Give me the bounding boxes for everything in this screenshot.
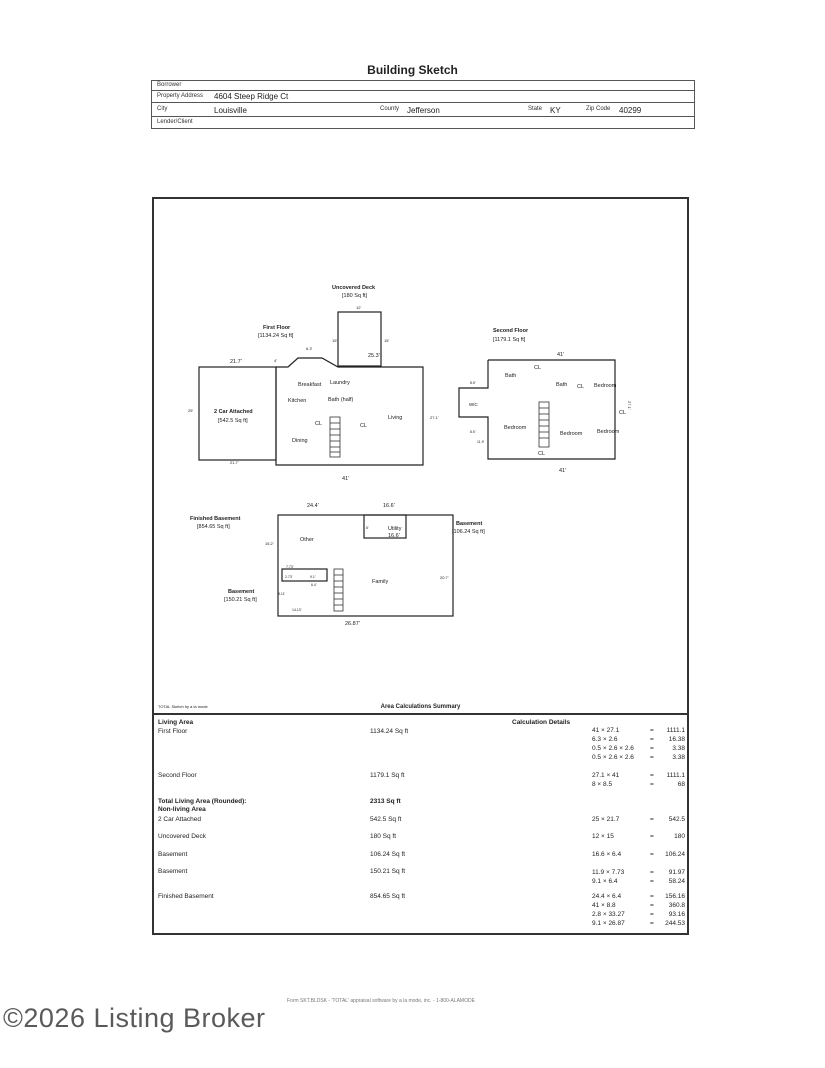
calc-value: 1111.1: [666, 772, 685, 779]
deck-area: [180 Sq ft]: [342, 293, 368, 299]
basement2-title: Basement: [228, 589, 255, 595]
first-floor-title: First Floor: [263, 325, 291, 331]
fb-dim-8: 14.13': [292, 608, 302, 612]
borrower-label: Borrower: [157, 82, 182, 88]
sf-wic: WIC: [469, 402, 478, 407]
fb-dim-3: 15.2': [265, 541, 274, 546]
calc-value: 360.8: [668, 902, 685, 909]
summary-row-area: 854.65 Sq ft: [370, 893, 406, 900]
zip-code: 40299: [619, 106, 642, 115]
calc-expr: 9.1 × 26.87: [592, 920, 625, 927]
calc-value: 58.24: [668, 878, 685, 885]
calc-expr: 41 × 8.8: [592, 902, 616, 909]
summary-row-name: Second Floor: [158, 772, 197, 779]
calc-value: 16.38: [668, 736, 685, 743]
garage-dim-left: 25': [188, 408, 194, 413]
watermark: ©2026 Listing Broker: [3, 1003, 266, 1033]
calc-value: 1111.1: [666, 727, 685, 734]
summary-row-name: Finished Basement: [158, 893, 214, 900]
basement-title: Basement: [456, 521, 483, 527]
sf-bath-2: Bath: [556, 382, 568, 388]
fb-dim-9: 8.11': [278, 592, 286, 596]
garage-title: 2 Car Attached: [214, 409, 253, 415]
zip-label: Zip Code: [586, 106, 611, 112]
first-floor-area: [1134.24 Sq ft]: [258, 333, 294, 339]
area-summary: Living Area Calculation Details First Floor 1134.24 Sq ft Second Floor 1179.1 Sq ft Total Living Area (Rounded): 2313 Sq ft Non-living Area 2 Car Attached 542.5 Sq ft Uncovered Deck 180 Sq ft Basement 106.24 Sq ft Basement 150.21 Sq ft Finished Basement 854.65 Sq ft 41 × 27.1 = 1111.1 6.3 × 2.6 = 16.38 0.5 × 2.6 × 2.6 = 3.38 0.5 × 2.6 × 2.6 = 3.38 27.1 × 41 = 1111.1 8 × 8.5 = 68 25 × 21.7 = 542.5 12 × 15 = 180 16.6 × 6.4 = 106.24 11.9 × 7.73 = 91.97 9.1 × 6.4 = 58.24 24.4 × 6.4 = 156.16 41 × 8.8 = 360.8 2.8 × 33.27 = 93.16 9.1 × 26.87 = 244.53: [158, 719, 685, 927]
room-kitchen: Kitchen: [288, 398, 307, 404]
sf-cl-3: CL: [619, 410, 627, 416]
calc-expr: 11.9 × 7.73: [592, 869, 625, 876]
finished-basement-area: [854.65 Sq ft]: [197, 524, 230, 530]
sf-bedroom-3: Bedroom: [560, 431, 583, 437]
basement-area: [106.24 Sq ft]: [452, 529, 485, 535]
state: KY: [550, 106, 561, 115]
deck-dim-h: 15': [332, 338, 338, 343]
fb-dim-5: 26.87': [345, 621, 360, 627]
calc-expr: 9.1 × 6.4: [592, 878, 618, 885]
state-label: State: [528, 106, 543, 112]
basement2-area: [150.21 Sq ft]: [224, 597, 257, 603]
sf-dim-1: 41': [557, 352, 565, 358]
calc-value: 156.16: [665, 893, 685, 900]
room-laundry: Laundry: [330, 380, 350, 386]
city-label: City: [157, 106, 168, 112]
room-cl-1: CL: [315, 421, 323, 427]
city: Louisville: [214, 106, 247, 115]
property-address: 4604 Steep Ridge Ct: [214, 92, 289, 101]
second-floor-title: Second Floor: [493, 328, 529, 334]
second-floor-outline: [459, 360, 615, 459]
living-area-heading: Living Area: [158, 719, 194, 726]
calc-value: 91.97: [668, 869, 685, 876]
summary-row-name: 2 Car Attached: [158, 816, 201, 823]
calc-value: 542.5: [668, 816, 685, 823]
form-footer: Form SKT.BLDSK - 'TOTAL' appraisal software by a la mode, inc. - 1-800-ALAMODE: [287, 998, 475, 1004]
county-label: County: [380, 106, 400, 112]
fb-dim-6: 7.73': [286, 565, 294, 569]
summary-row-name: Basement: [158, 851, 188, 858]
calc-value: 68: [677, 781, 685, 788]
finished-basement-title: Finished Basement: [190, 516, 241, 522]
sf-dim-6: 11.9': [477, 440, 485, 444]
summary-row-area: 180 Sq ft: [370, 833, 397, 840]
summary-row-area: 542.5 Sq ft: [370, 816, 402, 823]
calc-value: 3.38: [672, 745, 685, 752]
sf-dim-2: 27.1': [627, 401, 632, 410]
deck-dim-h2: 15': [384, 338, 390, 343]
calc-value: 3.38: [672, 754, 685, 761]
calc-expr: 0.5 × 2.6 × 2.6: [592, 754, 634, 761]
calc-expr: 27.1 × 41: [592, 772, 620, 779]
ff-dim-4: 25.3': [368, 353, 380, 359]
calc-expr: 12 × 15: [592, 833, 614, 840]
room-bath-half: Bath (half): [328, 397, 354, 403]
calc-expr: 8 × 8.5: [592, 781, 613, 788]
property-header: [151, 80, 695, 129]
lender-label: Lender/Client: [157, 119, 193, 125]
calc-expr: 6.3 × 2.6: [592, 736, 618, 743]
calc-value: 180: [674, 833, 685, 840]
garage-area: [542.5 Sq ft]: [218, 418, 248, 424]
fb-dim-4: 20.7': [440, 575, 449, 580]
room-cl-2: CL: [360, 423, 368, 429]
fb-dim-2: 16.6': [383, 503, 395, 509]
sf-bath-1: Bath: [505, 373, 517, 379]
sf-cl-2: CL: [577, 384, 585, 390]
calc-expr: 0.5 × 2.6 × 2.6: [592, 745, 634, 752]
room-living: Living: [388, 415, 403, 421]
ff-dim-5: 27.1': [430, 415, 439, 420]
ff-dim-1: 21.7': [230, 359, 242, 365]
second-floor-area: [1179.1 Sq ft]: [493, 337, 526, 343]
sketch-credit: TOTAL Sketch by a la mode: [158, 704, 208, 709]
non-living-heading: Non-living Area: [158, 806, 206, 813]
garage-dim-bottom: 21.7': [230, 460, 239, 465]
calc-expr: 25 × 21.7: [592, 816, 620, 823]
fb-dim-11: 9.1': [310, 575, 316, 579]
sf-cl-1: CL: [534, 365, 542, 371]
room-breakfast: Breakfast: [298, 382, 322, 388]
summary-row-name: First Floor: [158, 728, 188, 735]
calc-details-heading: Calculation Details: [512, 719, 571, 726]
calc-expr: 16.6 × 6.4: [592, 851, 622, 858]
calc-value: 93.16: [668, 911, 685, 918]
ff-dim-2: 4': [274, 358, 277, 363]
summary-title: Area Calculations Summary: [380, 704, 461, 710]
sf-bedroom-1: Bedroom: [594, 383, 617, 389]
fb-dim-12: 8': [366, 526, 369, 530]
sf-dim-5: 8.5': [470, 430, 476, 434]
summary-row-name: Total Living Area (Rounded):: [158, 798, 247, 805]
deck-dim-w: 12': [356, 305, 362, 310]
calc-expr: 2.8 × 33.27: [592, 911, 625, 918]
fb-room-utility: Utility: [388, 526, 402, 532]
summary-row-area: 1179.1 Sq ft: [370, 772, 405, 779]
summary-row-area: 150.21 Sq ft: [370, 868, 406, 875]
sf-cl-4: CL: [538, 451, 546, 457]
sf-bedroom-2: Bedroom: [504, 425, 527, 431]
fb-room-utility-dim: 16.6': [388, 533, 400, 539]
summary-row-name: Basement: [158, 868, 188, 875]
sf-bedroom-4: Bedroom: [597, 429, 620, 435]
basement-outline: [278, 515, 453, 616]
fb-dim-10: 6.4': [311, 583, 317, 587]
calc-value: 244.53: [665, 920, 685, 927]
summary-row-area: 2313 Sq ft: [370, 798, 401, 805]
summary-row-name: Uncovered Deck: [158, 833, 207, 840]
property-address-label: Property Address: [157, 93, 204, 99]
fb-dim-7: 2.73': [285, 575, 293, 579]
deck-title: Uncovered Deck: [332, 285, 376, 291]
page-title: Building Sketch: [367, 63, 458, 77]
calc-expr: 24.4 × 6.4: [592, 893, 622, 900]
summary-row-area: 106.24 Sq ft: [370, 851, 406, 858]
summary-row-area: 1134.24 Sq ft: [370, 728, 409, 735]
fb-room-family: Family: [372, 579, 389, 585]
county: Jefferson: [407, 106, 440, 115]
calc-value: 106.24: [665, 851, 685, 858]
first-floor-outline: [276, 358, 423, 465]
sf-dim-3: 41': [559, 468, 567, 474]
room-dining: Dining: [292, 438, 308, 444]
fb-room-other: Other: [300, 537, 314, 543]
calc-expr: 41 × 27.1: [592, 727, 620, 734]
fb-dim-1: 24.4': [307, 503, 319, 509]
ff-dim-6: 41': [342, 476, 350, 482]
ff-dim-3: 6.3': [306, 346, 313, 351]
floor-plan-sketch: [152, 197, 689, 713]
sf-dim-4: 8.5': [470, 381, 476, 385]
